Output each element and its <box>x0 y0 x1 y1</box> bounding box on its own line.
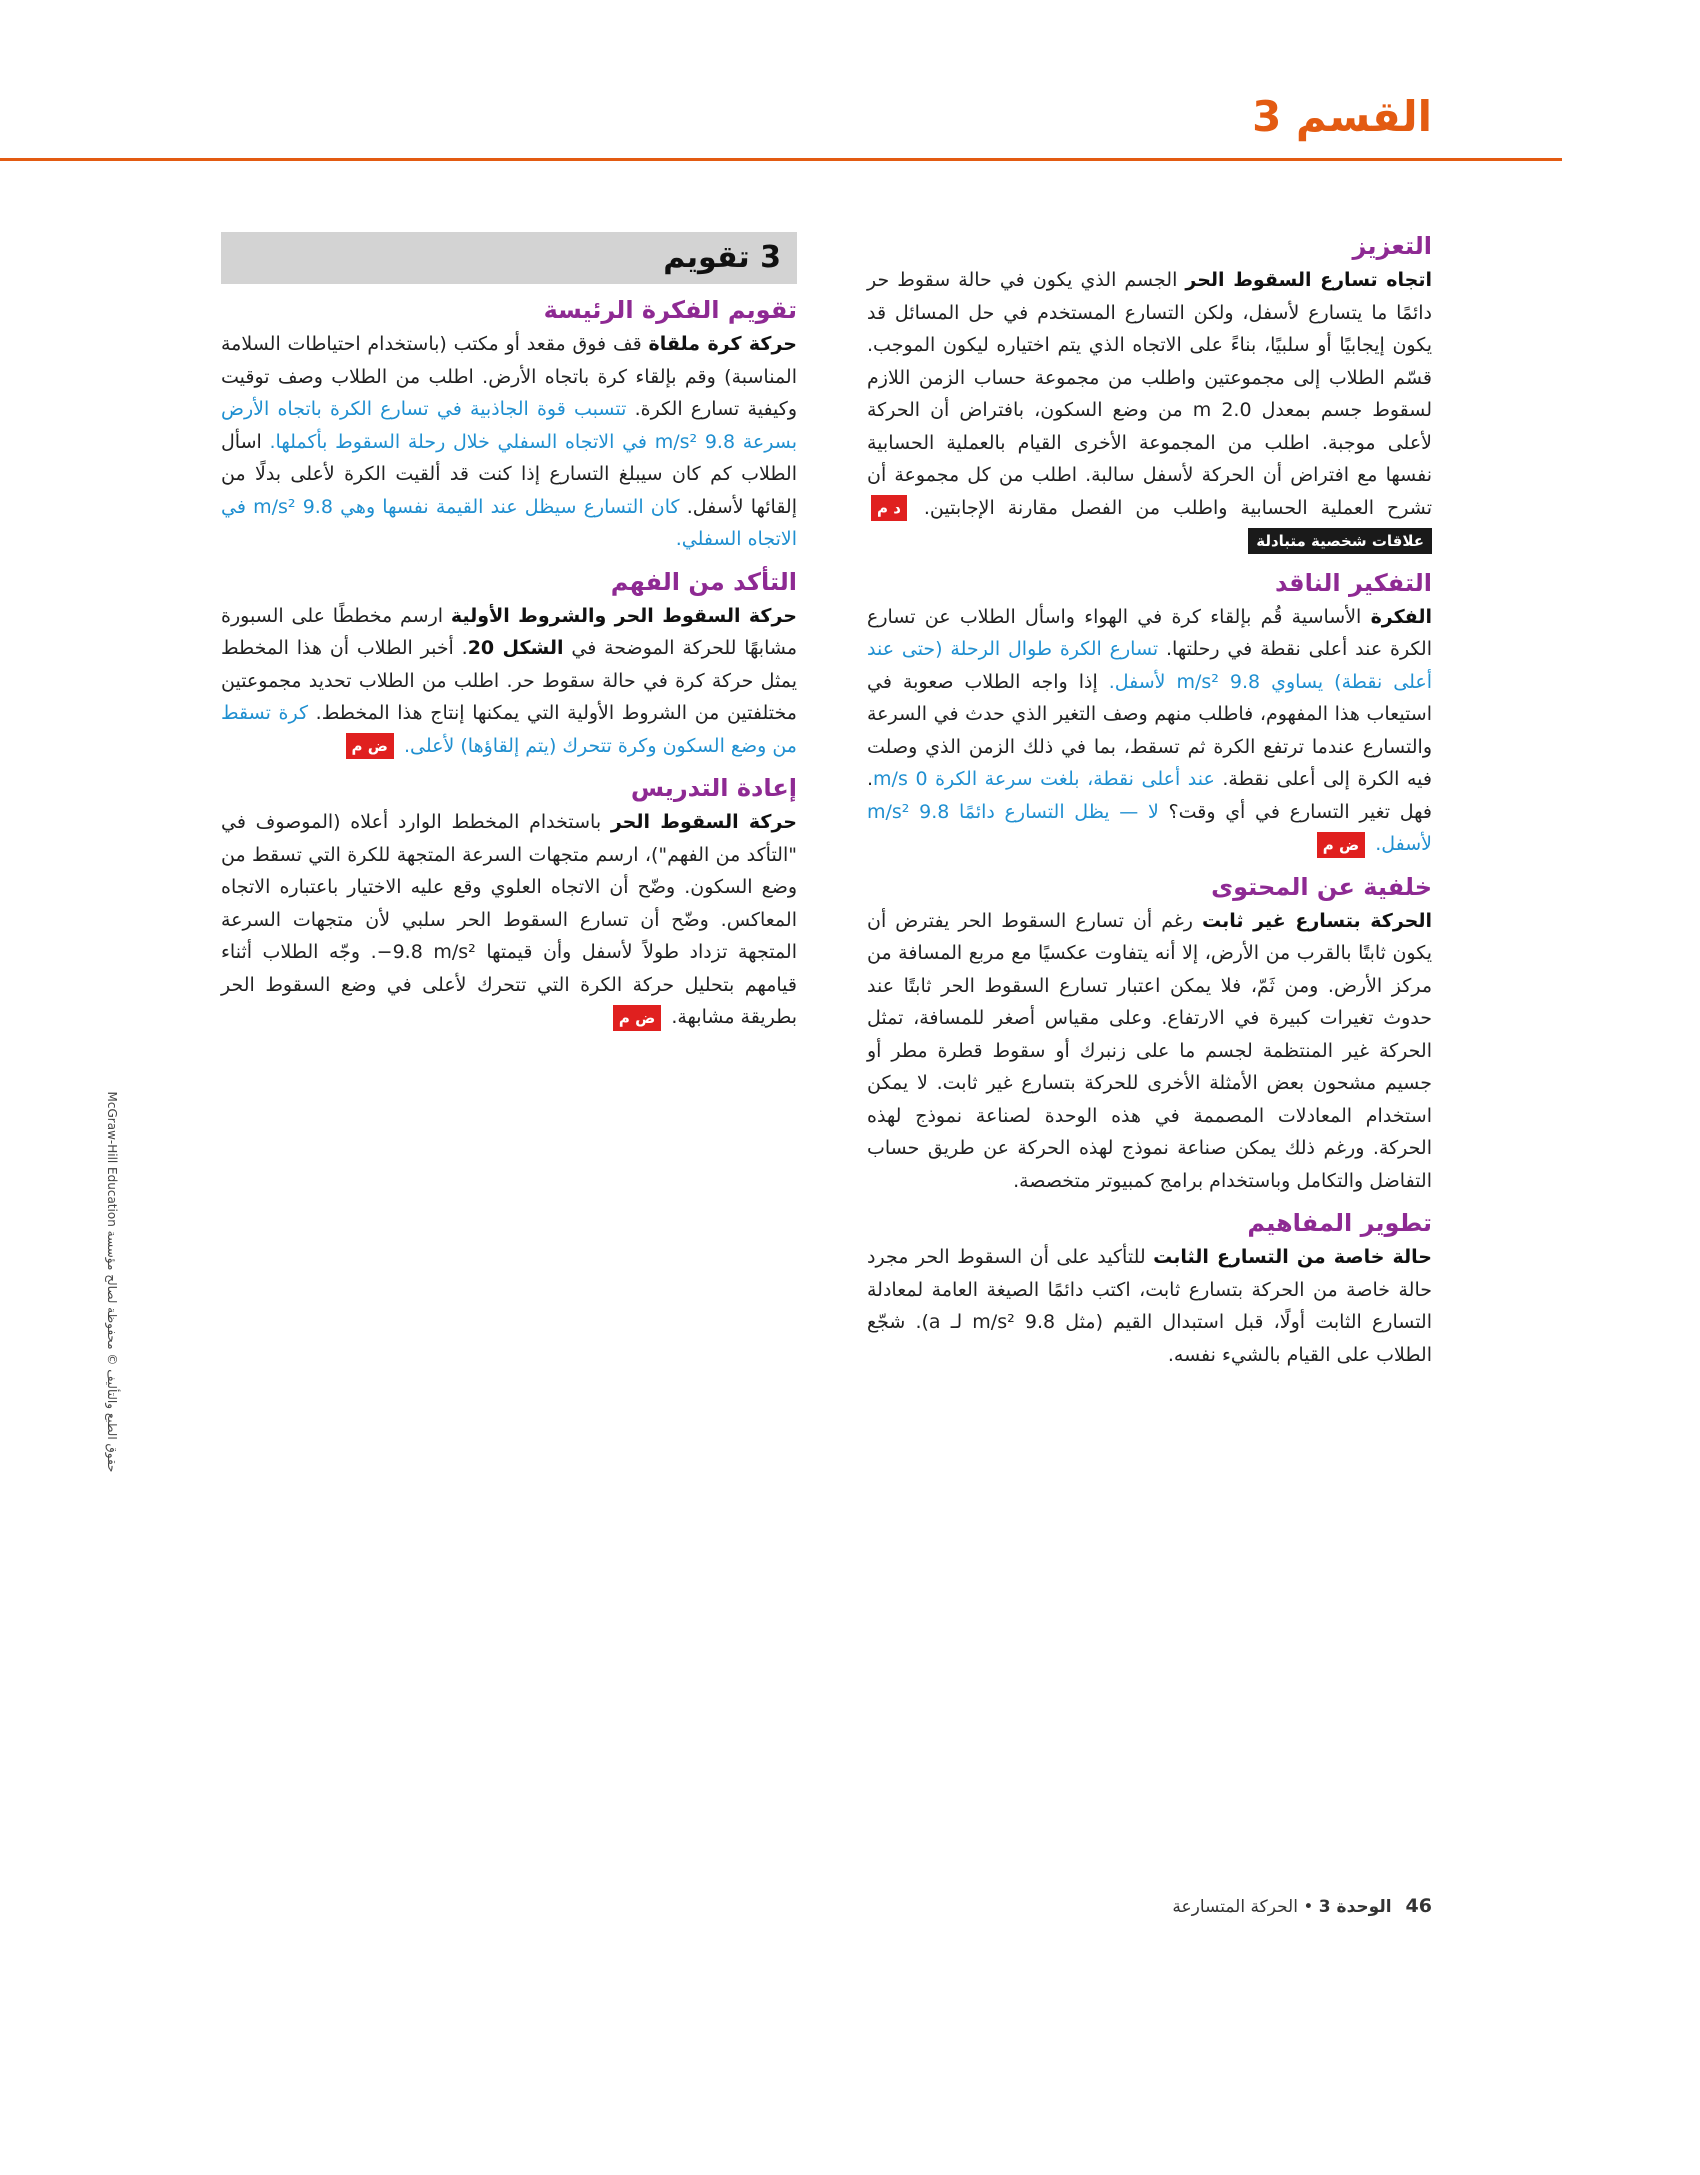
header-divider <box>0 158 1562 161</box>
concept-development-paragraph <box>867 1241 1432 1371</box>
main-idea-paragraph <box>221 328 797 556</box>
differentiation-tag: د م <box>871 495 907 521</box>
assessment-title-box: 3 تقويم <box>221 232 797 284</box>
reteach-tag: ض م <box>613 1005 661 1031</box>
check-understanding-text-2: . أخبر الطلاب أن هذا المخطط يمثل حركة كرة في حالة سقوط حر. اطلب من الطلاب تحديد مجموعتين مختلفتين من الشروط الأولية التي يمكنها إنتاج هذا المخطط. <box>221 637 797 724</box>
page-footer <box>1172 1895 1432 1917</box>
reinforcement-lead: اتجاه تسارع السقوط الحر <box>1185 269 1432 291</box>
critical-thinking-text-1: الأساسية قُم بإلقاء كرة في الهواء واسأل الطلاب عن تسارع الكرة عند أعلى نقطة في رحلتها. <box>867 605 1432 660</box>
critical-thinking-tag: ض م <box>1317 832 1365 858</box>
right-column <box>867 232 1432 1383</box>
critical-thinking-text-2: إذا واجه الطلاب صعوبة في استيعاب هذا المفهوم، فاطلب منهم وصف التغير الذي حدث في السرعة والتسارع عندما ترتفع الكرة ثم تسقط، بما في ذلك الزمن الذي وصلت فيه الكرة إلى أعلى نقطة. <box>867 670 1433 790</box>
reinforcement-heading: التعزيز <box>1352 232 1432 260</box>
critical-thinking-answer-3: لا — يظل التسارع دائمًا 9.8 m/s² لأسفل. <box>867 800 1432 855</box>
check-understanding-paragraph <box>221 600 797 763</box>
footer-chapter: الحركة المتسارعة <box>1172 1897 1298 1917</box>
reteach-heading: إعادة التدريس <box>630 774 797 802</box>
check-understanding-answer: كرة تسقط من وضع السكون وكرة تتحرك (يتم إلقاؤها) لأعلى. <box>221 702 797 757</box>
main-idea-lead: حركة كرة ملقاة <box>648 333 797 355</box>
critical-thinking-paragraph <box>867 601 1432 861</box>
main-idea-answer-2: كان التسارع سيظل عند القيمة نفسها وهي 9.8 m/s² في الاتجاه السفلي. <box>221 495 797 550</box>
critical-thinking-text-3: . فهل تغير التسارع في أي وقت؟ <box>867 768 1432 823</box>
concept-development-lead: حالة خاصة من التسارع الثابت <box>1153 1246 1432 1268</box>
critical-thinking-answer-1: تسارع الكرة طوال الرحلة (حتى عند أعلى نقطة) يساوي 9.8 m/s² لأسفل. <box>867 638 1432 693</box>
reteach-paragraph <box>221 806 797 1034</box>
main-idea-text-1: قف فوق مقعد أو مكتب (باستخدام احتياطات السلامة المناسبة) وقم بإلقاء كرة باتجاه الأرض. اطلب من الطلاب وصف توقيت وكيفية تسارع الكرة. <box>221 333 798 420</box>
concept-development-text: للتأكيد على أن السقوط الحر مجرد حالة خاصة من الحركة بتسارع ثابت، اكتب دائمًا الصيغة العامة لمعادلة التسارع الثابت أولًا، قبل استبدال القيم (مثل 9.8 m/s² لـ a). شجّع الطلاب على القيام بالشيء نفسه. <box>867 1246 1432 1366</box>
content-background-lead: الحركة بتسارع غير ثابت <box>1202 909 1432 932</box>
left-column <box>221 232 797 1046</box>
page-number: 46 <box>1405 1895 1432 1917</box>
footer-separator: • <box>1297 1897 1319 1917</box>
critical-thinking-heading: التفكير الناقد <box>1275 568 1432 597</box>
copyright-credit: حقوق الطبع والتأليف © محفوظة لصالح مؤسسة McGraw-Hill Education <box>105 1091 119 1473</box>
main-idea-text-2: اسأل الطلاب كم كان سيبلغ التسارع إذا كنت قد ألقيت الكرة لأعلى بدلًا من إلقائها لأسفل. <box>221 430 797 518</box>
concept-development-heading: تطوير المفاهيم <box>1247 1209 1432 1237</box>
content-background-heading: خلفية عن المحتوى <box>1211 872 1432 901</box>
check-understanding-text-1: ارسم مخططًا على السبورة مشابهًا للحركة الموضحة في <box>221 604 798 659</box>
footer-unit: الوحدة 3 <box>1318 1897 1392 1917</box>
content-background-paragraph <box>867 905 1432 1198</box>
interpersonal-tag: علاقات شخصية متبادلة <box>1248 528 1432 554</box>
critical-thinking-lead: الفكرة <box>1370 605 1432 628</box>
check-understanding-lead: حركة السقوط الحر والشروط الأولية <box>450 604 797 627</box>
reinforcement-text: الجسم الذي يكون في حالة سقوط حر دائمًا ما يتسارع لأسفل، ولكن التسارع المستخدم في حل المسائل قد يكون إيجابيًا أو سلبيًا، بناءً على الاتجاه الذي يتم اختياره ليكون الموجب. قسّم الطلاب إلى مجموعتين واطلب من مجموعة حساب الزمن اللازم لسقوط جسم بمعدل 2.0 m من وضع السكون، بافتراض أن الحركة لأعلى موجبة. اطلب من المجموعة الأخرى القيام بالعملية الحسابية نفسها مع افتراض أن الحركة لأسفل سالبة. اطلب من كل مجموعة أن تشرح العملية الحسابية واطلب من الفصل مقارنة الإجابتين. <box>867 269 1432 519</box>
main-idea-heading: تقويم الفكرة الرئيسة <box>543 296 797 324</box>
reinforcement-paragraph <box>867 264 1432 557</box>
check-understanding-heading: التأكد من الفهم <box>610 567 797 596</box>
reteach-lead: حركة السقوط الحر <box>610 811 797 833</box>
section-title: القسم 3 <box>1252 92 1432 141</box>
content-background-text: رغم أن تسارع السقوط الحر يفترض أن يكون ثابتًا بالقرب من الأرض، إلا أنه يتفاوت عكسيًا مع مربع المسافة من مركز الأرض. ومن ثَمّ، فلا يمكن اعتبار تسارع السقوط الحر ثابتًا عند حدوث تغيرات كبيرة في الارتفاع. وعلى مقياس أصغر للمسافة، تمثل الحركة غير المنتظمة لجسم ما على زنبرك أو سقوط قطرة مطر أو جسيم مشحون بعض الأمثلة الأخرى للحركة بتسارع غير ثابت. لا يمكن استخدام المعادلات المصممة في هذه الوحدة لصناعة نموذج لهذه الحركة. ورغم ذلك يمكن صناعة نموذج لهذه الحركة عن طريق حساب التفاضل والتكامل وباستخدام برامج كمبيوتر متخصصة. <box>867 909 1432 1192</box>
critical-thinking-answer-2: عند أعلى نقطة، بلغت سرعة الكرة 0 m/s <box>873 768 1215 790</box>
check-understanding-tag: ض م <box>346 733 394 759</box>
main-idea-answer-1: تتسبب قوة الجاذبية في تسارع الكرة باتجاه الأرض بسرعة 9.8 m/s² في الاتجاه السفلي خلال رحلة السقوط بأكملها. <box>221 398 797 453</box>
figure-reference: الشكل 20 <box>467 637 564 659</box>
reteach-text: باستخدام المخطط الوارد أعلاه (الموصوف في "التأكد من الفهم")، ارسم متجهات السرعة المتجهة للكرة التي تسقط من وضع السكون. وضّح أن الاتجاه العلوي وقع عليه الاختيار باعتباره الاتجاه المعاكس. وضّح أن تسارع السقوط الحر سلبي لأن متجهات السرعة المتجهة تزداد طولاً لأسفل وأن قيمتها ‎−9.8 m/s²‎. وجّه الطلاب أثناء قيامهم بتحليل حركة الكرة التي تتحرك لأعلى في وضع السقوط الحر بطريقة مشابهة. <box>221 811 797 1028</box>
